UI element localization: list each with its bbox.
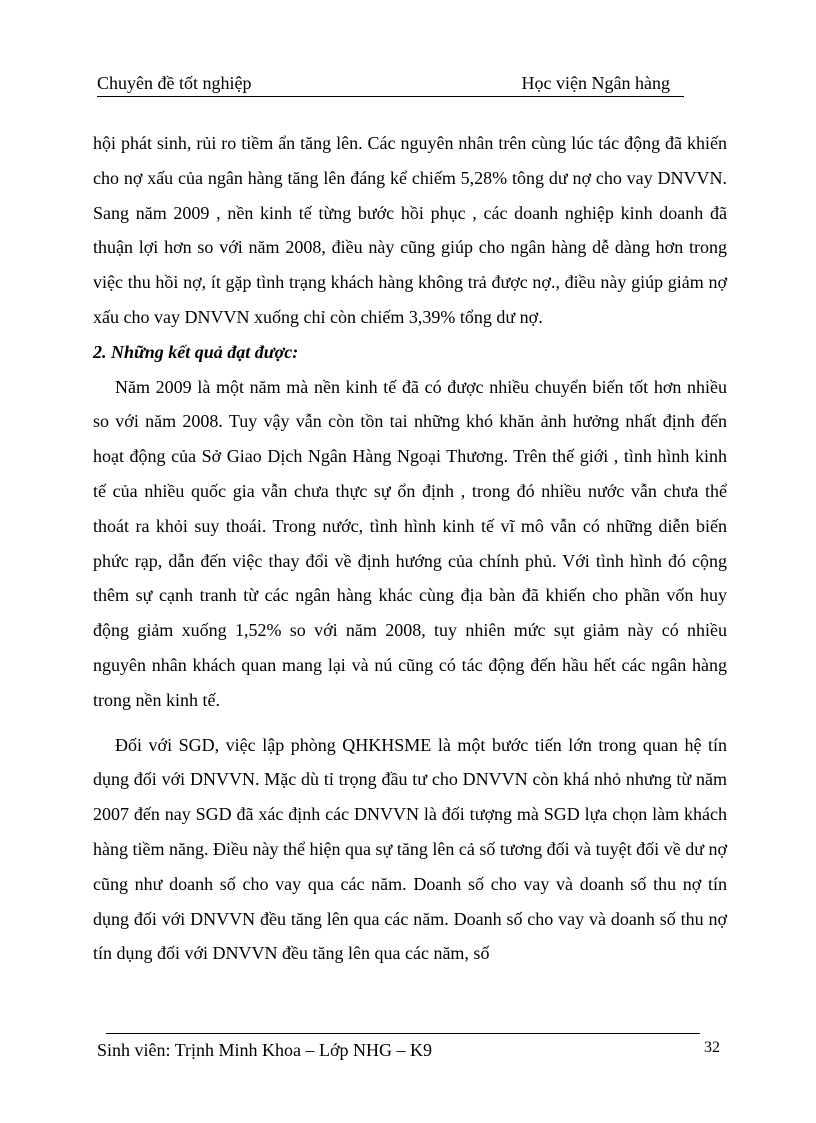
paragraph-sgd: Đối với SGD, việc lập phòng QHKHSME là một bước tiến lớn trong quan hệ tín dụng đối với DNVVN. Mặc dù tỉ trọng đầu tư cho DNVVN còn khá nhỏ nhưng từ năm 2007 đến nay SGD đã xác định các DNVVN là đối tượng mà SGD lựa chọn làm khách hàng tiềm năng. Điều này thể hiện qua sự tăng lên cả số tương đối và tuyệt đối về dư nợ cũng như doanh số cho vay qua các năm. Doanh số cho vay và doanh số thu nợ tín dụng đối với DNVVN đều tăng lên qua các năm. Doanh số cho vay và doanh số thu nợ tín dụng đối với DNVVN đều tăng lên qua các năm, số	[93, 734, 727, 964]
body-text	[93, 126, 727, 971]
page-number: 32	[704, 1039, 720, 1056]
header-institution: Học viện Ngân hàng	[521, 73, 670, 93]
section-heading: 2. Những kết quả đạt được:	[93, 341, 299, 362]
footer-student: Sinh viên: Trịnh Minh Khoa – Lớp NHG – K9	[97, 1040, 433, 1060]
paragraph-continuation: hội phát sinh, rủi ro tiềm ẩn tăng lên. Các nguyên nhân trên cùng lúc tác động đã khiến cho nợ xấu của ngân hàng tăng lên đáng kể chiếm 5,28% tông dư nợ cho vay DNVVN. Sang năm 2009 , nền kinh tế từng bước hồi phục , các doanh nghiệp kinh doanh đã thuận lợi hơn so với năm 2008, điều này cũng giúp cho ngân hàng dễ dàng hơn trong việc thu hồi nợ, ít gặp tình trạng khách hàng không trả được nợ., điều này giúp giảm nợ xấu cho vay DNVVN xuống chỉ còn chiếm 3,39% tổng dư nợ.	[93, 133, 727, 327]
header-title: Chuyên đề tốt nghiệp	[97, 73, 252, 93]
page-header	[97, 72, 684, 97]
paragraph-results: Năm 2009 là một năm mà nền kinh tế đã có được nhiều chuyển biến tốt hơn nhiều so với năm 2008. Tuy vậy vẫn còn tồn tai những khó khăn ảnh hưởng nhất định đến hoạt động của Sở Giao Dịch Ngân Hàng Ngoại Thương. Trên thế giới , tình hình kinh tế của nhiều quốc gia vẫn chưa thực sự ổn định , trong đó nhiều nước vẫn chưa thể thoát ra khỏi suy thoái. Trong nước, tình hình kinh tế vĩ mô vẫn có những diễn biến phức rạp, dẫn đến việc thay đổi về định hướng của chính phủ. Với tình hình đó cộng thêm sự cạnh tranh từ các ngân hàng khác cùng địa bàn đã khiến cho phần vốn huy động giảm xuống 1,52% so với năm 2008, tuy nhiên mức sụt giảm này có nhiều nguyên nhân khách quan mang lại và nú cũng có tác động đến hầu hết các ngân hàng trong nền kinh tế.	[93, 376, 727, 710]
footer-divider	[106, 1033, 700, 1034]
